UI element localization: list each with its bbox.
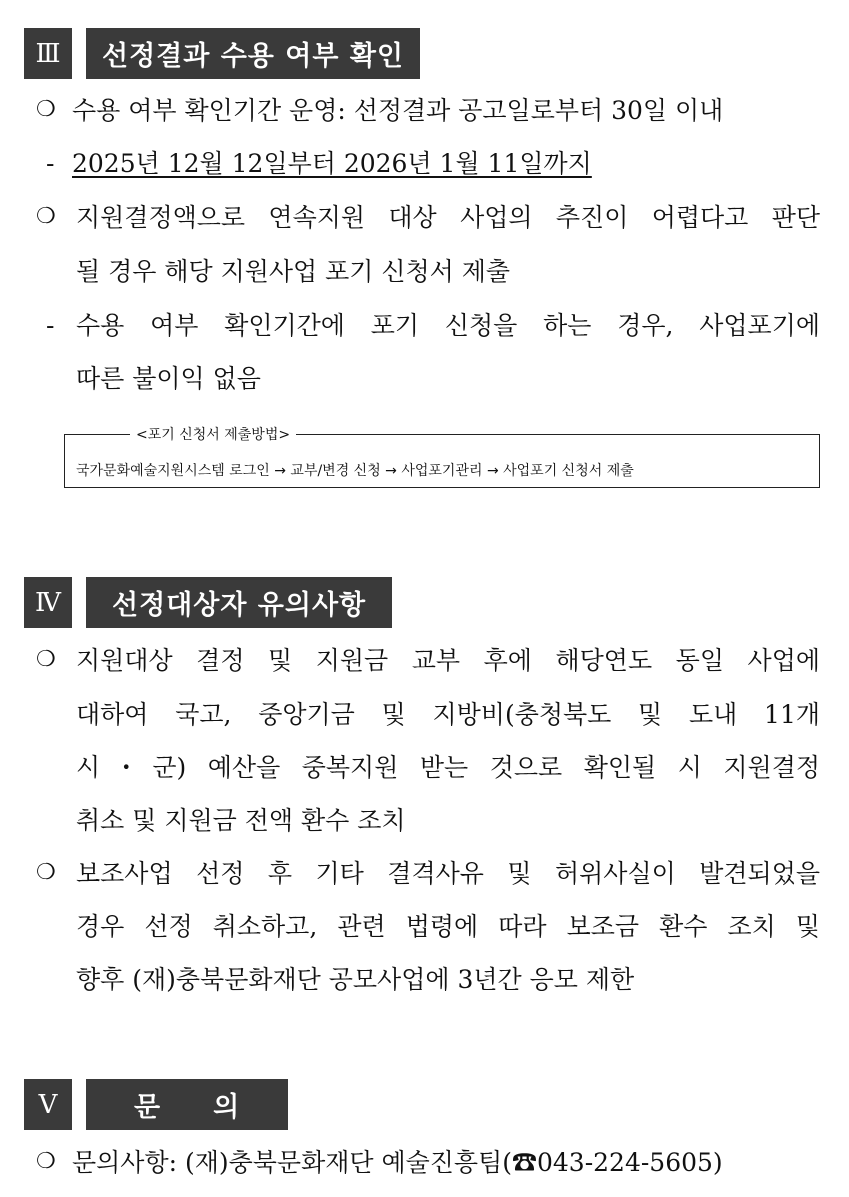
s3-sub-line2: 따른 불이익 없음 <box>76 364 261 393</box>
s4-bullet1-line3: 시・군) 예산을 중복지원 받는 것으로 확인될 시 지원결정 <box>76 753 820 782</box>
s4-bullet2-line2: 경우 선정 취소하고, 관련 법령에 따라 보조금 환수 조치 및 <box>76 912 820 941</box>
dash: - <box>46 149 55 178</box>
s5-contact: 문의사항: (재)충북문화재단 예술진흥팀(☎043-224-5605) <box>72 1148 723 1177</box>
s3-sub-line1: 수용 여부 확인기간에 포기 신청을 하는 경우, 사업포기에 <box>76 311 820 340</box>
bullet-icon: ❍ <box>36 97 56 122</box>
section-header-3 <box>24 28 420 79</box>
section-title: 선정결과 수용 여부 확인 <box>86 28 420 79</box>
section-title: 문 의 <box>86 1079 288 1130</box>
s3-period: 2025년 12월 12일부터 2026년 1월 11일까지 <box>72 149 592 178</box>
bullet-icon: ❍ <box>36 860 56 885</box>
bullet-icon: ❍ <box>36 647 56 672</box>
s3-bullet2-line1: 지원결정액으로 연속지원 대상 사업의 추진이 어렵다고 판단 <box>76 203 820 232</box>
s4-bullet1-line2: 대하여 국고, 중앙기금 및 지방비(충청북도 및 도내 11개 <box>76 700 820 729</box>
s4-bullet1-line4: 취소 및 지원금 전액 환수 조치 <box>76 806 406 835</box>
s3-bullet2-line2: 될 경우 해당 지원사업 포기 신청서 제출 <box>76 257 511 286</box>
section-number: Ⅳ <box>24 577 72 628</box>
dash: - <box>46 311 55 340</box>
section-header-5 <box>24 1079 288 1130</box>
s4-bullet1-line1: 지원대상 결정 및 지원금 교부 후에 해당연도 동일 사업에 <box>76 646 820 675</box>
section-number: Ⅲ <box>24 28 72 79</box>
bullet-icon: ❍ <box>36 204 56 229</box>
section-number: Ⅴ <box>24 1079 72 1130</box>
bullet-icon: ❍ <box>36 1149 56 1174</box>
s4-bullet2-line1: 보조사업 선정 후 기타 결격사유 및 허위사실이 발견되었을 <box>76 859 820 888</box>
s3-bullet1: 수용 여부 확인기간 운영: 선정결과 공고일로부터 30일 이내 <box>72 96 724 125</box>
section-header-4 <box>24 577 392 628</box>
s4-bullet2-line3: 향후 (재)충북문화재단 공모사업에 3년간 응모 제한 <box>76 965 635 994</box>
submission-method-steps: 국가문화예술지원시스템 로그인 → 교부/변경 신청 → 사업포기관리 → 사업포기 신청서 제출 <box>76 463 634 479</box>
section-title: 선정대상자 유의사항 <box>86 577 392 628</box>
submission-method-legend: <포기 신청서 제출방법> <box>130 424 296 444</box>
